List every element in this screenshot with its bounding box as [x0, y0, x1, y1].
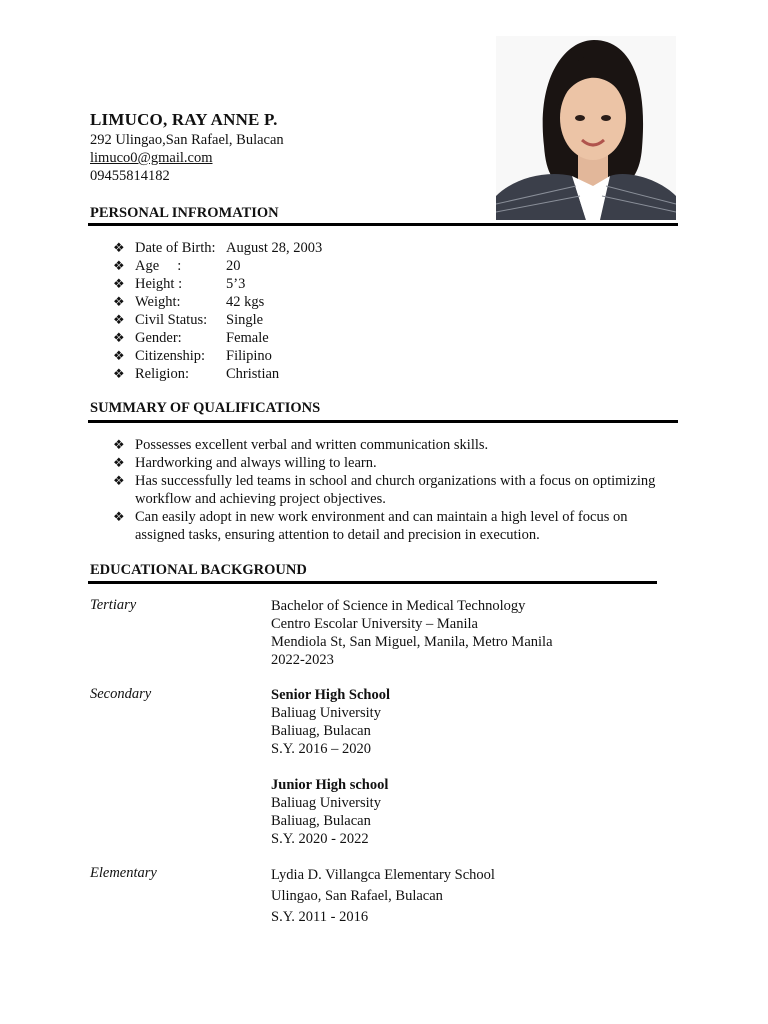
list-item: ❖ Civil Status: Single [113, 312, 264, 328]
diamond-bullet-icon: ❖ [113, 331, 125, 346]
edu-elementary-details: Lydia D. Villangca Elementary School Ulingao, San Rafael, Bulacan S.Y. 2011 - 2016 [271, 867, 495, 925]
diamond-bullet-icon: ❖ [113, 259, 125, 274]
section-title-education: EDUCATIONAL BACKGROUND [90, 562, 307, 578]
diamond-bullet-icon: ❖ [113, 456, 125, 471]
section-title-summary: SUMMARY OF QUALIFICATIONS [90, 400, 321, 416]
diamond-bullet-icon: ❖ [113, 367, 125, 382]
diamond-bullet-icon: ❖ [113, 438, 125, 453]
list-item: ❖ Citizenship: Filipino [113, 348, 272, 364]
section-divider [88, 581, 657, 584]
section-divider [88, 223, 678, 226]
list-item: ❖ Has successfully led teams in school and church organizations with a focus on optimizing workflow and achieving project objectives. [113, 473, 656, 507]
edu-tertiary-details: Bachelor of Science in Medical Technology Centro Escolar University – Manila Mendiola St, San Miguel, Manila, Metro Manila 2022-2023 [271, 598, 553, 668]
email-link[interactable]: limuco0@gmail.com [90, 150, 213, 166]
diamond-bullet-icon: ❖ [113, 313, 125, 328]
diamond-bullet-icon: ❖ [113, 277, 125, 292]
personal-info-list [113, 239, 323, 383]
section-title-personal: PERSONAL INFROMATION [90, 205, 279, 221]
list-item: ❖ Gender: Female [113, 330, 269, 346]
edu-junior-high-details: Junior High school Baliuag University Baliuag, Bulacan S.Y. 2020 - 2022 [271, 777, 389, 847]
list-item: ❖ Age : 20 [113, 258, 241, 274]
address: 292 Ulingao,San Rafael, Bulacan [90, 132, 284, 148]
section-divider [88, 420, 678, 423]
profile-photo-illustration [496, 36, 676, 220]
diamond-bullet-icon: ❖ [113, 241, 125, 256]
diamond-bullet-icon: ❖ [113, 510, 125, 525]
applicant-name: LIMUCO, RAY ANNE P. [90, 110, 278, 129]
edu-label-tertiary: Tertiary [90, 597, 137, 613]
list-item: ❖ Height : 5’3 [113, 276, 246, 292]
diamond-bullet-icon: ❖ [113, 349, 125, 364]
list-item: ❖ Possesses excellent verbal and written communication skills. [113, 437, 489, 453]
list-item: ❖ Date of Birth: August 28, 2003 [113, 240, 323, 256]
edu-label-secondary: Secondary [90, 686, 152, 702]
phone-number: 09455814182 [90, 168, 170, 184]
list-item: ❖ Hardworking and always willing to learn. [113, 455, 377, 471]
edu-senior-high-details: Senior High School Baliuag University Baliuag, Bulacan S.Y. 2016 – 2020 [271, 687, 390, 757]
qualifications-list [113, 436, 680, 544]
diamond-bullet-icon: ❖ [113, 295, 125, 310]
profile-photo [496, 36, 676, 220]
edu-label-elementary: Elementary [90, 865, 157, 881]
list-item: ❖ Weight: 42 kgs [113, 294, 265, 310]
list-item: ❖ Religion: Christian [113, 366, 280, 382]
diamond-bullet-icon: ❖ [113, 474, 125, 489]
list-item: ❖ Can easily adopt in new work environment and can maintain a high level of focus on assigned tasks, ensuring attention to detail and precision in execution. [113, 509, 628, 543]
